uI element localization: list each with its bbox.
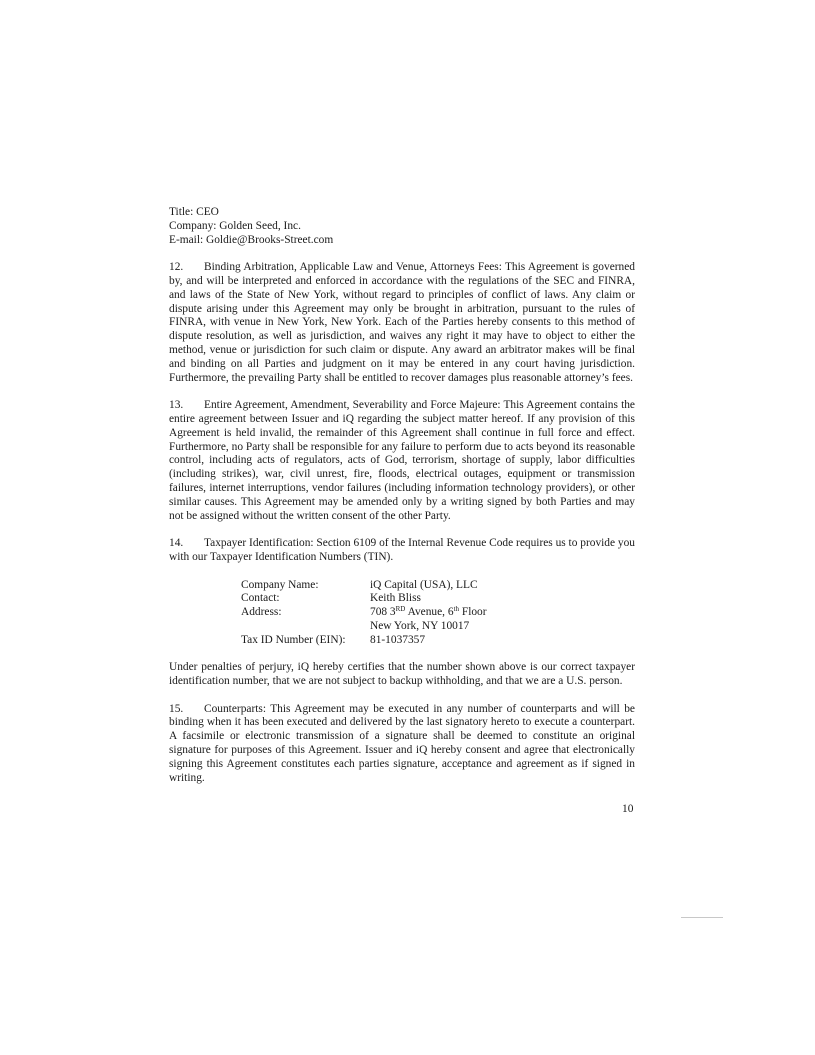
address-floor-end: Floor bbox=[459, 606, 487, 619]
address-city: New York, NY 10017 bbox=[370, 619, 470, 632]
tax-id-value: 81-1037357 bbox=[370, 633, 426, 646]
section-12 bbox=[169, 261, 635, 385]
company-name-value: iQ Capital (USA), LLC bbox=[370, 578, 478, 591]
signatory-title: Title: CEO bbox=[169, 206, 219, 218]
contact-value: Keith Bliss bbox=[370, 592, 421, 605]
signatory-email: E-mail: Goldie@Brooks-Street.com bbox=[169, 233, 334, 246]
contact-label: Contact: bbox=[241, 592, 280, 605]
signatory-company: Company: Golden Seed, Inc. bbox=[169, 219, 301, 232]
address-street-sup: RD bbox=[395, 605, 406, 614]
tax-id-label: Tax ID Number (EIN): bbox=[241, 633, 346, 646]
address-floor-sup: th bbox=[453, 605, 460, 614]
taxpayer-info-table bbox=[241, 579, 487, 648]
tin-row-address bbox=[241, 606, 487, 620]
section-12-text: Binding Arbitration, Applicable Law and Venue, Attorneys Fees: This Agreement is governed by, and will be interpreted and enforced in accordance with the regulations of the SEC and FINRA, and laws of the State of New York, without regard to principles of conflict of laws. Any claim or dispute arising under this Agreement may only be brought in arbitration, pursuant to the rules of FINRA, with venue in New York, New York. Each of the Parties hereby consents to this method of dispute resolution, as well as jurisdiction, and waives any right it may have to object to either the method, venue or jurisdiction for such claim or dispute. Any award an arbitrator makes will be final and binding on all Parties and judgment on it may be entered in any court having jurisdiction. Furthermore, the prevailing Party shall be entitled to recover damages plus reasonable attorney’s fees. bbox=[169, 261, 635, 384]
section-13-text: Entire Agreement, Amendment, Severability and Force Majeure: This Agreement contains the entire agreement between Issuer and iQ regarding the subject matter hereof. If any provision of this Agreement is held invalid, the remainder of this Agreement shall continue in full force and effect. Furthermore, no Party shall be responsible for any failure to perform due to acts beyond its reasonable control, including acts of regulators, acts of God, terrorism, shortage of supply, labor difficulties (including strikes), war, civil unrest, fire, floods, electrical outages, equipment or transmission failures, internet interruptions, vendor failures (including information technology providers), or other similar causes. This Agreement may be amended only by a writing signed by both Parties and may not be assigned without the written consent of the other Party. bbox=[169, 399, 635, 522]
section-13 bbox=[169, 399, 635, 523]
company-name-label: Company Name: bbox=[241, 578, 319, 591]
address-street bbox=[370, 606, 487, 620]
address-street-number: 708 3 bbox=[370, 606, 396, 619]
page-number: 10 bbox=[622, 803, 634, 815]
section-12-number: 12. bbox=[169, 261, 184, 274]
section-15-number: 15. bbox=[169, 702, 184, 715]
tin-row-contact bbox=[241, 592, 487, 606]
section-15 bbox=[169, 703, 635, 786]
section-14 bbox=[169, 537, 635, 565]
section-14-number: 14. bbox=[169, 537, 184, 550]
address-label: Address: bbox=[241, 606, 282, 619]
tin-row-company bbox=[241, 579, 487, 593]
address-street-mid: Avenue, 6 bbox=[405, 606, 454, 619]
perjury-statement: Under penalties of perjury, iQ hereby certifies that the number shown above is our correct taxpayer identification number, that we are not subject to backup withholding, and that we are a U.S. person. bbox=[169, 661, 635, 688]
section-15-text: Counterparts: This Agreement may be executed in any number of counterparts and will be binding when it has been executed and delivered by the last signatory hereto to execute a counterpart. A facsimile or electronic transmission of a signature shall be deemed to constitute an original signature for purposes of this Agreement. Issuer and iQ hereby consent and agree that electronically signing this Agreement constitutes each parties signature, acceptance and agreement as if signed in writing. bbox=[169, 702, 635, 784]
page-body bbox=[169, 206, 635, 785]
section-13-number: 13. bbox=[169, 399, 184, 412]
tin-row-city bbox=[241, 620, 487, 634]
scan-artifact-line bbox=[681, 917, 723, 918]
section-14-text: Taxpayer Identification: Section 6109 of the Internal Revenue Code requires us to provide you with our Taxpayer Identification Numbers (TIN). bbox=[169, 537, 635, 563]
tin-row-taxid bbox=[241, 634, 487, 648]
